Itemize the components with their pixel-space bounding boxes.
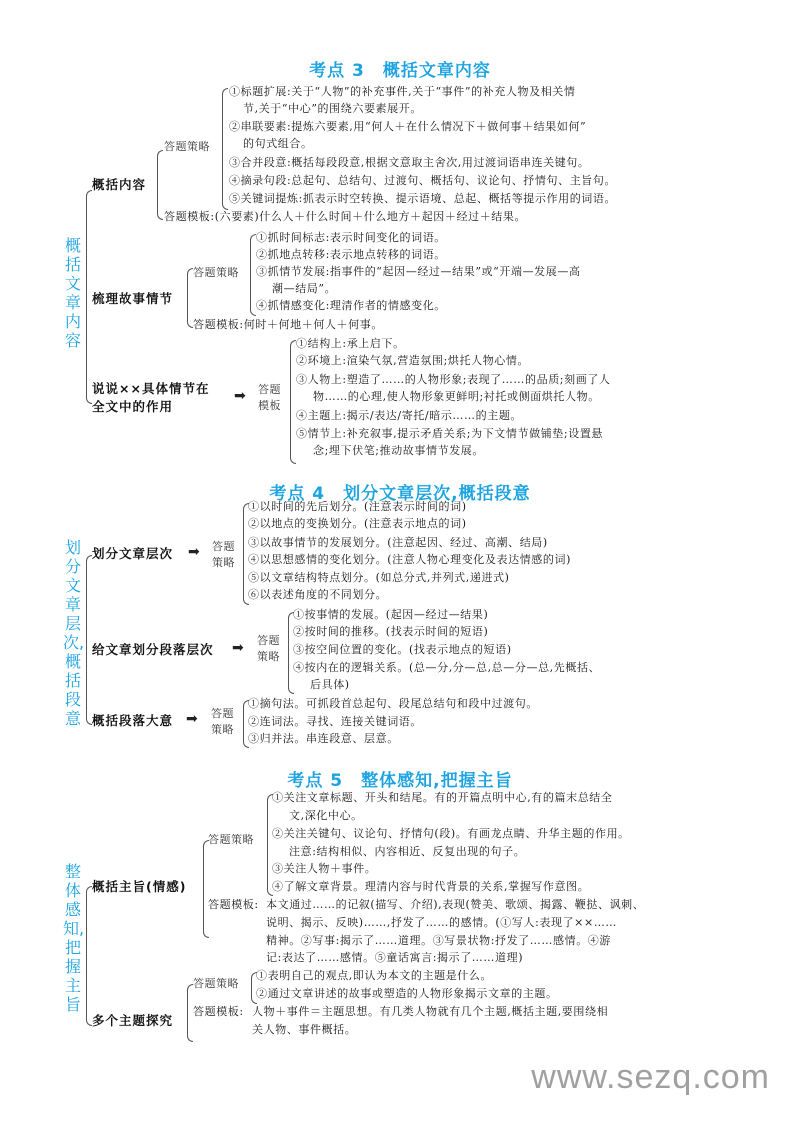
- topic-plot-function: [92, 380, 209, 416]
- arrow-right-icon: ➡: [232, 640, 244, 656]
- strategy-item: ③抓情节发展:指事件的“起因—经过—结果”或“开端—发展—高: [256, 265, 581, 278]
- section-4-vertical-label: 划分文章层次,概括段意: [63, 538, 85, 728]
- section-3-vertical-label: 概括文章内容: [64, 236, 81, 350]
- strategy-item: ③以故事情节的发展划分。(注意起因、经过、高潮、结局): [248, 536, 548, 549]
- template-text: 关人物、事件概括。: [252, 1023, 357, 1036]
- arrow-right-icon: ➡: [234, 388, 246, 404]
- strategy-side-label: [211, 706, 234, 738]
- strategy-item-cont: 文,深化中心。: [289, 809, 363, 822]
- strategy-item: ②连词法。寻找、连接关键词语。: [248, 715, 422, 728]
- strategy-side-label: [212, 539, 235, 571]
- strategy-label: 答题策略: [193, 977, 239, 990]
- strategy-item: ④了解文章背景。理清内容与时代背景的关系,掌握写作意图。: [272, 880, 590, 893]
- strategy-item-cont: 后具体): [310, 678, 350, 691]
- template-label: 答题模板:: [193, 318, 244, 331]
- strategy-item: ④摘录句段:总起句、总结句、过渡句、概括句、议论句、抒情句、主旨句。: [229, 174, 617, 187]
- section-3-heading: 概括文章内容: [382, 61, 491, 81]
- strategy-item: ①按事情的发展。(起因—经过—结果): [293, 608, 489, 621]
- template-item: ②环境上:渲染气氛,营造氛围;烘托人物心情。: [296, 354, 530, 367]
- strategy-item: ③关注人物＋事件。: [272, 862, 377, 875]
- section-4-number: 考点 4: [269, 484, 326, 504]
- strategy-item: ④按内在的逻辑关系。(总—分,分—总,总—分—总,先概括、: [293, 661, 601, 674]
- strategy-item: ②通过文章讲述的故事或塑造的人物形象揭示文章的主题。: [256, 987, 558, 1000]
- strategy-item: ①抓时间标志:表示时间变化的词语。: [256, 231, 446, 244]
- strategy-item-cont: 的句式组合。: [243, 137, 313, 150]
- side-label-line: 策略: [212, 556, 235, 569]
- template-item: ③人物上:塑造了……的人物形象;表现了……的品质;刻画了人: [296, 373, 611, 386]
- strategy-side-label: [257, 633, 280, 665]
- section-3-number: 考点 3: [309, 61, 365, 81]
- arrow-right-icon: ➡: [186, 711, 198, 727]
- template-line: [193, 317, 383, 334]
- section-3-title: [0, 56, 800, 81]
- strategy-item: ①标题扩展:关于“人物”的补充事件,关于“事件”的补充人物及相关情: [229, 85, 576, 98]
- topic-line: 全文中的作用: [92, 399, 174, 414]
- strategy-item-cont: 潮—结局”。: [272, 282, 337, 295]
- strategy-item: ⑥以表述角度的不同划分。: [248, 588, 388, 601]
- side-label-line: 答题: [212, 540, 235, 553]
- strategy-item-cont: 注意:结构相似、内容相近、反复出现的句子。: [289, 845, 526, 858]
- side-label-line: 答题: [258, 383, 281, 396]
- side-label-line: 答题: [211, 707, 234, 720]
- template-item: ④主题上:揭示/表达/寄托/暗示……的主题。: [296, 409, 523, 422]
- strategy-item-cont: 节,关于“中心”的围绕六要素展开。: [243, 102, 422, 115]
- section-4-brace: [86, 555, 92, 725]
- template-text: 何时＋何地＋何人＋何事。: [243, 318, 383, 331]
- strategy-item: ⑤以文章结构特点划分。(如总分式,并列式,递进式): [248, 571, 510, 584]
- watermark: www.sezq.com: [531, 1058, 770, 1096]
- template-text: 精神。②写事:揭示了……道理。③写景状物:抒发了……感情。④游: [266, 934, 612, 947]
- strategy-item: ②按时间的推移。(找表示时间的短语): [293, 625, 489, 638]
- strategy-item: ①以时间的先后划分。(注意表示时间的词): [248, 500, 467, 513]
- template-item-cont: 物……的心理,使人物形象更鲜明;衬托或侧面烘托人物。: [313, 390, 600, 403]
- strategy-label: 答题策略: [164, 140, 210, 153]
- topic-main-idea: 概括主旨(情感): [92, 879, 187, 894]
- template-text: (六要素)什么人＋什么时间＋什么地方＋起因＋经过＋结果。: [214, 210, 527, 223]
- template-item: ①结构上:承上启下。: [296, 337, 405, 350]
- arrow-right-icon: ➡: [188, 544, 200, 560]
- strategy-brace: [222, 88, 228, 210]
- topic-plot: 梳理故事情节: [92, 291, 174, 306]
- section-4-heading: 划分文章层次,概括段意: [343, 484, 531, 504]
- strategy-item: ①表明自己的观点,即认为本文的主题是什么。: [256, 969, 493, 982]
- strategy-label: 答题策略: [193, 266, 239, 279]
- section-5-vertical-label: 整体感知,把握主旨: [63, 862, 85, 1014]
- strategy-item: ③归并法。串连段意、层意。: [248, 732, 399, 745]
- section-5-heading: 整体感知,把握主旨: [361, 771, 513, 791]
- topic-brace: [203, 840, 209, 938]
- strategy-item: ④以思想感情的变化划分。(注意人物心理变化及表达情感的词): [248, 553, 571, 566]
- topic-divide-layers: 划分文章层次: [92, 546, 174, 561]
- strategy-item: ①摘句法。可抓段首总起句、段尾总结句和段中过渡句。: [248, 697, 538, 710]
- template-item-cont: 念;埋下伏笔;推动故事情节发展。: [313, 444, 485, 457]
- template-text: 本文通过……的记叙(描写、介绍),表现(赞美、歌颂、揭露、鞭挞、讽刺、: [266, 898, 645, 911]
- template-line: [164, 209, 526, 226]
- side-label-line: 模板: [258, 399, 281, 412]
- strategy-item: ②抓地点转移:表示地点转移的词语。: [256, 248, 446, 261]
- strategy-item: ③按空间位置的变化。(找表示地点的短语): [293, 643, 512, 656]
- strategy-label: 答题策略: [208, 833, 254, 846]
- side-label-line: 策略: [211, 723, 234, 736]
- template-text: 人物＋事件＝主题思想。有几类人物就有几个主题,概括主题,要围绕相: [252, 1005, 609, 1018]
- strategy-item: ⑤关键词提炼:抓表示时空转换、提示语境、总起、概括等提示作用的词语。: [229, 192, 617, 205]
- template-label: 答题模板:: [208, 898, 259, 911]
- strategy-item: ②以地点的变换划分。(注意表示地点的词): [248, 517, 467, 530]
- section-5-number: 考点 5: [287, 771, 344, 791]
- strategy-item: ①关注文章标题、开头和结尾。有的开篇点明中心,有的篇末总结全: [272, 791, 613, 804]
- topic-brace: [157, 150, 163, 220]
- template-side-label: [258, 382, 281, 414]
- template-item: ⑤情节上:补充叙事,提示矛盾关系;为下文情节做铺垫;设置悬: [296, 427, 604, 440]
- section-5-brace: [86, 886, 92, 1026]
- topic-divide-paragraphs: 给文章划分段落层次: [92, 642, 214, 657]
- topic-summarize-content: 概括内容: [92, 177, 147, 192]
- section-5-title: [0, 766, 800, 791]
- side-label-line: 策略: [257, 650, 280, 663]
- topic-multiple-themes: 多个主题探究: [92, 1013, 174, 1028]
- side-label-line: 答题: [257, 634, 280, 647]
- topic-line: 说说××具体情节在: [92, 381, 210, 396]
- template-text: 记:表达了……感情。⑤童话寓言:揭示了……道理): [266, 951, 524, 964]
- template-label: 答题模板:: [164, 210, 215, 223]
- strategy-item: ②串联要素:提炼六要素,用“何人＋在什么情况下＋做何事＋结果如何”: [229, 120, 587, 133]
- template-label: 答题模板:: [193, 1005, 244, 1018]
- topic-paragraph-summary: 概括段落大意: [92, 713, 174, 728]
- strategy-item: ③合并段意:概括每段段意,根据文意取主舍次,用过渡词语串连关键句。: [229, 156, 590, 169]
- strategy-item: ④抓情感变化:理清作者的情感变化。: [256, 299, 446, 312]
- template-text: 说明、揭示、反映)……,抒发了……的感情。(①写人:表现了××……: [266, 916, 618, 929]
- strategy-item: ②关注关键句、议论句、抒情句(段)。有画龙点睛、升华主题的作用。: [272, 827, 630, 840]
